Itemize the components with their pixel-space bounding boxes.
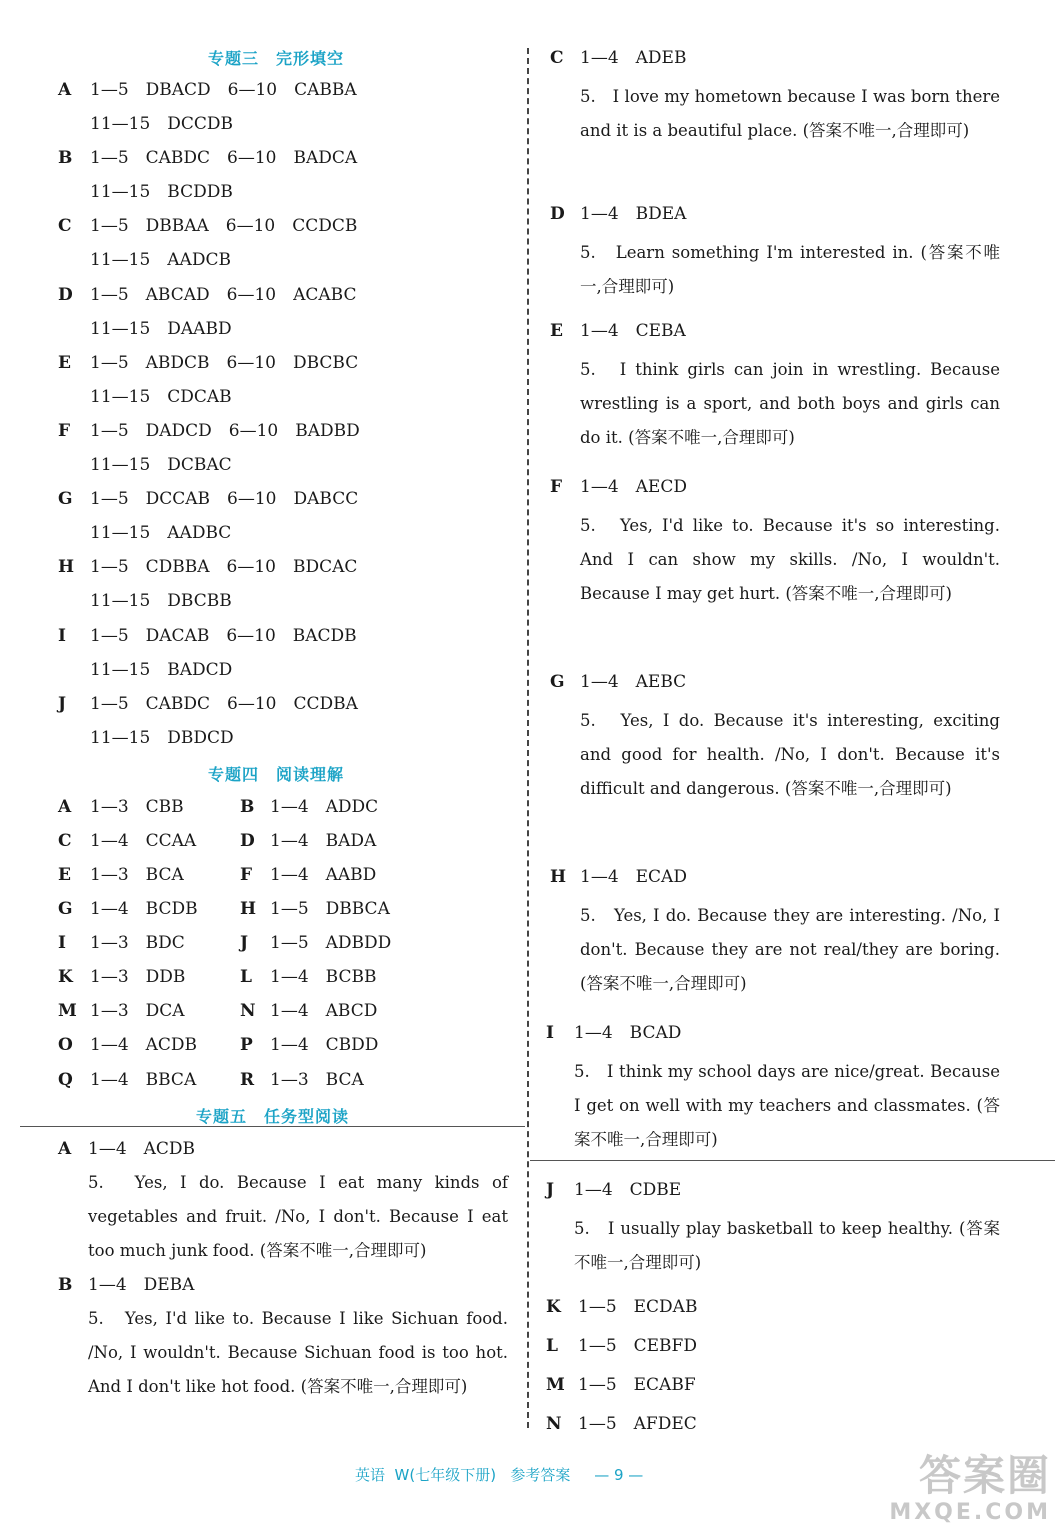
answer-line: 1—4 BCAD [574,1023,682,1043]
row-letter: M [58,1001,77,1021]
answer-line: 1—5 CEBFD [578,1336,697,1356]
row-letter: K [546,1297,561,1317]
section-rule [20,1126,525,1127]
row-letter: E [58,865,71,885]
answer-line: 1—4 BADA [270,831,377,851]
answer-line: 1—5 AFDEC [578,1414,697,1434]
question5-answer: 5. Learn something I'm interested in. (答案不唯一,合理即可) [580,243,1000,296]
answer-line: 1—4 BCBB [270,967,377,987]
site-watermark [881,1452,1051,1532]
answer-line: 1—4 AABD [270,865,377,885]
row-letter: K [58,967,73,987]
row-letter: C [58,831,72,851]
answer-line: 1—4 CBDD [270,1035,379,1055]
question5-answer: 5. Yes, I'd like to. Because I like Sichuan food. /No, I wouldn't. Because Sichuan food is too hot. And I don't like hot food. (答案不唯一,合理即可) [88,1309,508,1396]
row-letter: C [58,216,72,236]
row-letter: L [546,1336,558,1356]
answer-line: 1—5 ADBDD [270,933,392,953]
answer-line: 1—3 DDB [90,967,186,987]
question5-answer: 5. I usually play basketball to keep healthy. (答案不唯一,合理即可) [574,1219,1000,1272]
row-letter: A [58,80,72,100]
answer-line: 1—3 BDC [90,933,185,953]
row-letter: O [58,1035,73,1055]
answer-line: 1—4 BBCA [90,1070,197,1090]
question5-answer: 5. Yes, I do. Because they are interesting. /No, I don't. Because they are not real/they are boring. (答案不唯一,合理即可) [580,906,1000,993]
section-rule [530,1160,1055,1161]
row-letter: A [58,797,72,817]
row-letter: C [550,48,564,68]
row-letter: B [240,797,255,817]
row-letter: J [546,1180,555,1200]
answer-line: 11—15 DBDCD [90,728,234,748]
row-letter: G [58,489,73,509]
row-letter: I [58,626,66,646]
row-letter: E [550,321,563,341]
answer-line: 1—5 DADCD 6—10 BADBD [90,421,360,441]
row-letter: H [550,867,567,887]
section5-title: 专题五 任务型阅读 [196,1107,350,1126]
answer-line: 1—5 ABCAD 6—10 ACABC [90,285,357,305]
answer-line: 11—15 DCCDB [90,114,234,134]
answer-line: 11—15 BADCD [90,660,233,680]
watermark-url: MXQE.COM [889,1500,1051,1525]
answer-line: 1—4 DEBA [88,1275,195,1295]
section3-title: 专题三 完形填空 [208,49,345,68]
answer-line: 1—4 CEBA [580,321,686,341]
answer-line: 1—4 AECD [580,477,687,497]
answer-line: 1—3 BCA [270,1070,364,1090]
row-letter: H [58,557,75,577]
section4-title: 专题四 阅读理解 [208,765,345,784]
answer-line: 11—15 DBCBB [90,591,232,611]
row-letter: F [550,477,563,497]
row-letter: B [58,148,73,168]
answer-line: 11—15 BCDDB [90,182,233,202]
answer-line: 1—5 CDBBA 6—10 BDCAC [90,557,358,577]
answer-line: 1—4 CDBE [574,1180,682,1200]
answer-line: 1—3 DCA [90,1001,185,1021]
question5-answer: 5. I think girls can join in wrestling. Because wrestling is a sport, and both boys and girls can do it. (答案不唯一,合理即可) [580,360,1000,447]
answer-line: 1—4 BCDB [90,899,198,919]
answer-line: 11—15 DCBAC [90,455,232,475]
answer-line: 11—15 AADBC [90,523,232,543]
answer-line: 1—5 DACAB 6—10 BACDB [90,626,357,646]
answer-line: 1—5 DBACD 6—10 CABBA [90,80,357,100]
row-letter: A [58,1139,72,1159]
row-letter: G [58,899,73,919]
watermark-logo: 答案圈 [918,1451,1051,1500]
row-letter: D [240,831,255,851]
answer-line: 1—4 AEBC [580,672,687,692]
answer-line: 1—4 BDEA [580,204,687,224]
answer-line: 1—5 DBBAA 6—10 CCDCB [90,216,358,236]
column-divider [527,48,529,1428]
row-letter: I [546,1023,554,1043]
row-letter: H [240,899,257,919]
row-letter: P [240,1035,253,1055]
question5-answer: 5. Yes, I do. Because I eat many kinds of vegetables and fruit. /No, I don't. Because I eat too much junk food. (答案不唯一,合理即可) [88,1173,508,1260]
row-letter: R [240,1070,255,1090]
row-letter: D [550,204,565,224]
row-letter: J [58,694,67,714]
question5-answer: 5. I love my hometown because I was born there and it is a beautiful place. (答案不唯一,合理即可) [580,87,1000,140]
answer-line: 1—3 CBB [90,797,184,817]
row-letter: N [546,1414,562,1434]
row-letter: E [58,353,71,373]
row-letter: F [240,865,253,885]
answer-line: 1—5 DBBCA [270,899,390,919]
answer-line: 1—3 BCA [90,865,184,885]
answer-line: 1—4 ACDB [90,1035,198,1055]
row-letter: B [58,1275,73,1295]
answer-line: 1—5 ABDCB 6—10 DBCBC [90,353,359,373]
row-letter: I [58,933,66,953]
row-letter: J [240,933,249,953]
row-letter: M [546,1375,565,1395]
answer-line: 1—4 CCAA [90,831,197,851]
row-letter: F [58,421,71,441]
answer-line: 1—5 DCCAB 6—10 DABCC [90,489,359,509]
answer-line: 1—4 ABCD [270,1001,378,1021]
row-letter: N [240,1001,256,1021]
row-letter: Q [58,1070,73,1090]
question5-answer: 5. Yes, I'd like to. Because it's so interesting. And I can show my skills. /No, I wouldn't. Because I may get hurt. (答案不唯一,合理即可) [580,516,1000,603]
answer-line: 1—4 ADEB [580,48,687,68]
question5-answer: 5. I think my school days are nice/great. Because I get on well with my teachers and classmates. (答案不唯一,合理即可) [574,1062,1000,1149]
answer-line: 11—15 DAABD [90,319,232,339]
question5-answer: 5. Yes, I do. Because it's interesting, exciting and good for health. /No, I don't. Because it's difficult and dangerous. (答案不唯一,合理即可) [580,711,1000,798]
answer-line: 1—5 ECABF [578,1375,696,1395]
answer-line: 1—4 ACDB [88,1139,196,1159]
row-letter: D [58,285,73,305]
answer-line: 11—15 AADCB [90,250,231,270]
answer-line: 1—4 ECAD [580,867,687,887]
answer-line: 1—4 ADDC [270,797,379,817]
answer-line: 1—5 CABDC 6—10 CCDBA [90,694,358,714]
answer-line: 1—5 ECDAB [578,1297,698,1317]
page-footer: 英语 W(七年级下册) 参考答案 — 9 — [355,1466,644,1484]
answer-line: 11—15 CDCAB [90,387,232,407]
row-letter: G [550,672,565,692]
row-letter: L [240,967,252,987]
answer-line: 1—5 CABDC 6—10 BADCA [90,148,358,168]
